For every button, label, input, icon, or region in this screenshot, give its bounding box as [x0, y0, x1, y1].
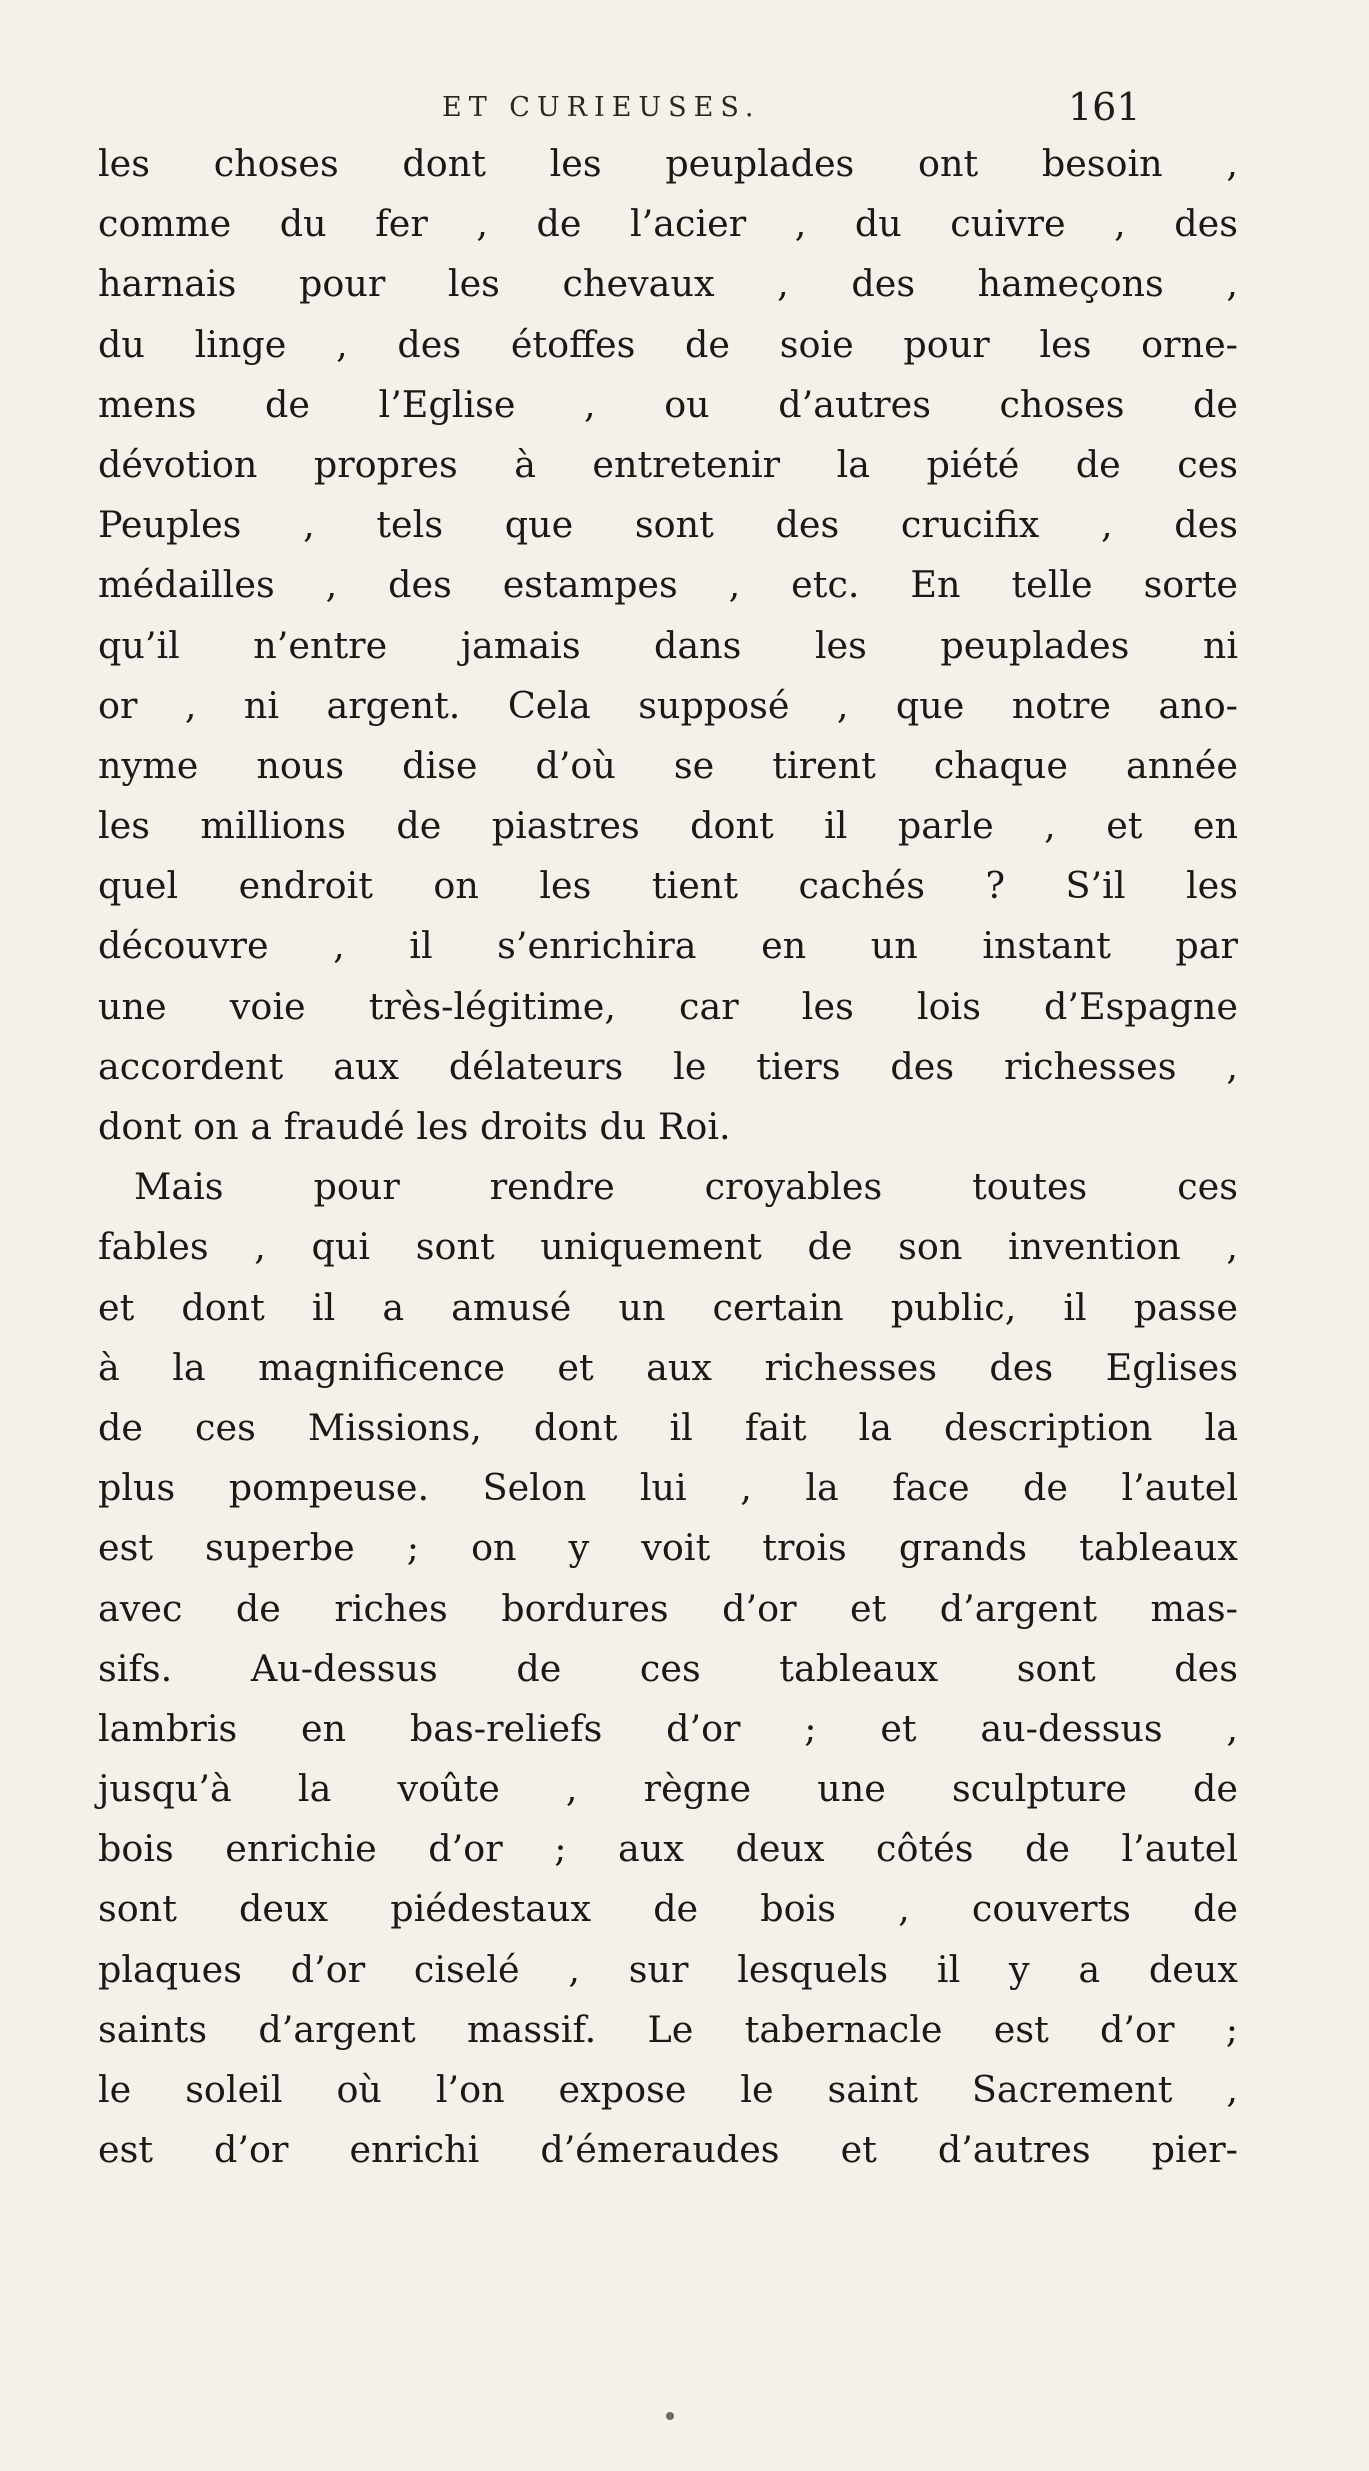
text-line: une voie très-légitime, car les lois d’Espagne [98, 984, 1238, 1028]
paper-speck [666, 2412, 674, 2420]
text-line: plus pompeuse. Selon lui , la face de l’autel [98, 1466, 1238, 1510]
page-header [0, 85, 1369, 129]
text-line: les choses dont les peuplades ont besoin , [98, 142, 1238, 185]
text-line: harnais pour les chevaux , des hameçons , [98, 262, 1238, 306]
text-line: le soleil où l’on expose le saint Sacrement , [98, 2068, 1238, 2111]
text-line: saints d’argent massif. Le tabernacle est d’or ; [98, 2007, 1238, 2051]
text-line: est superbe ; on y voit trois grands tableaux [98, 1526, 1238, 1570]
text-line: plaques d’or ciselé , sur lesquels il y a deux [98, 1947, 1238, 1991]
text-line: quel endroit on les tient cachés ? S’il les [98, 864, 1238, 908]
text-line: du linge , des étoffes de soie pour les orne- [98, 322, 1238, 366]
text-line: nyme nous dise d’où se tirent chaque année [98, 743, 1238, 787]
text-line: sifs. Au-dessus de ces tableaux sont des [98, 1646, 1238, 1690]
text-line: de ces Missions, dont il fait la description la [98, 1405, 1238, 1449]
text-line: fables , qui sont uniquement de son invention , [98, 1225, 1238, 1269]
text-line: Peuples , tels que sont des crucifix , des [98, 503, 1238, 547]
text-line: qu’il n’entre jamais dans les peuplades ni [98, 623, 1238, 667]
text-line: Mais pour rendre croyables toutes ces [134, 1165, 1238, 1209]
running-title: ET CURIEUSES. [442, 92, 761, 123]
text-line: à la magnificence et aux richesses des Eglises [98, 1345, 1238, 1389]
text-line: les millions de piastres dont il parle , et en [98, 804, 1238, 848]
text-line: et dont il a amusé un certain public, il passe [98, 1285, 1238, 1329]
text-line: médailles , des estampes , etc. En telle sorte [98, 563, 1238, 607]
text-line: jusqu’à la voûte , règne une sculpture de [98, 1767, 1238, 1811]
text-line: bois enrichie d’or ; aux deux côtés de l’autel [98, 1827, 1238, 1871]
text-line: avec de riches bordures d’or et d’argent mas- [98, 1586, 1238, 1630]
text-line: découvre , il s’enrichira en un instant par [98, 924, 1238, 968]
text-line: mens de l’Eglise , ou d’autres choses de [98, 382, 1238, 426]
body-text [98, 134, 1238, 2180]
text-line: est d’or enrichi d’émeraudes et d’autres pier- [98, 2128, 1238, 2172]
text-line: comme du fer , de l’acier , du cuivre , des [98, 202, 1238, 246]
text-line: accordent aux délateurs le tiers des richesses , [98, 1044, 1238, 1088]
text-line: lambris en bas-reliefs d’or ; et au-dessus , [98, 1706, 1238, 1750]
page-number: 161 [1068, 85, 1141, 129]
text-line: sont deux piédestaux de bois , couverts de [98, 1887, 1238, 1931]
text-line: dont on a fraudé les droits du Roi. [98, 1105, 731, 1148]
text-line: or , ni argent. Cela supposé , que notre ano- [98, 683, 1238, 727]
text-line: dévotion propres à entretenir la piété de ces [98, 442, 1238, 486]
